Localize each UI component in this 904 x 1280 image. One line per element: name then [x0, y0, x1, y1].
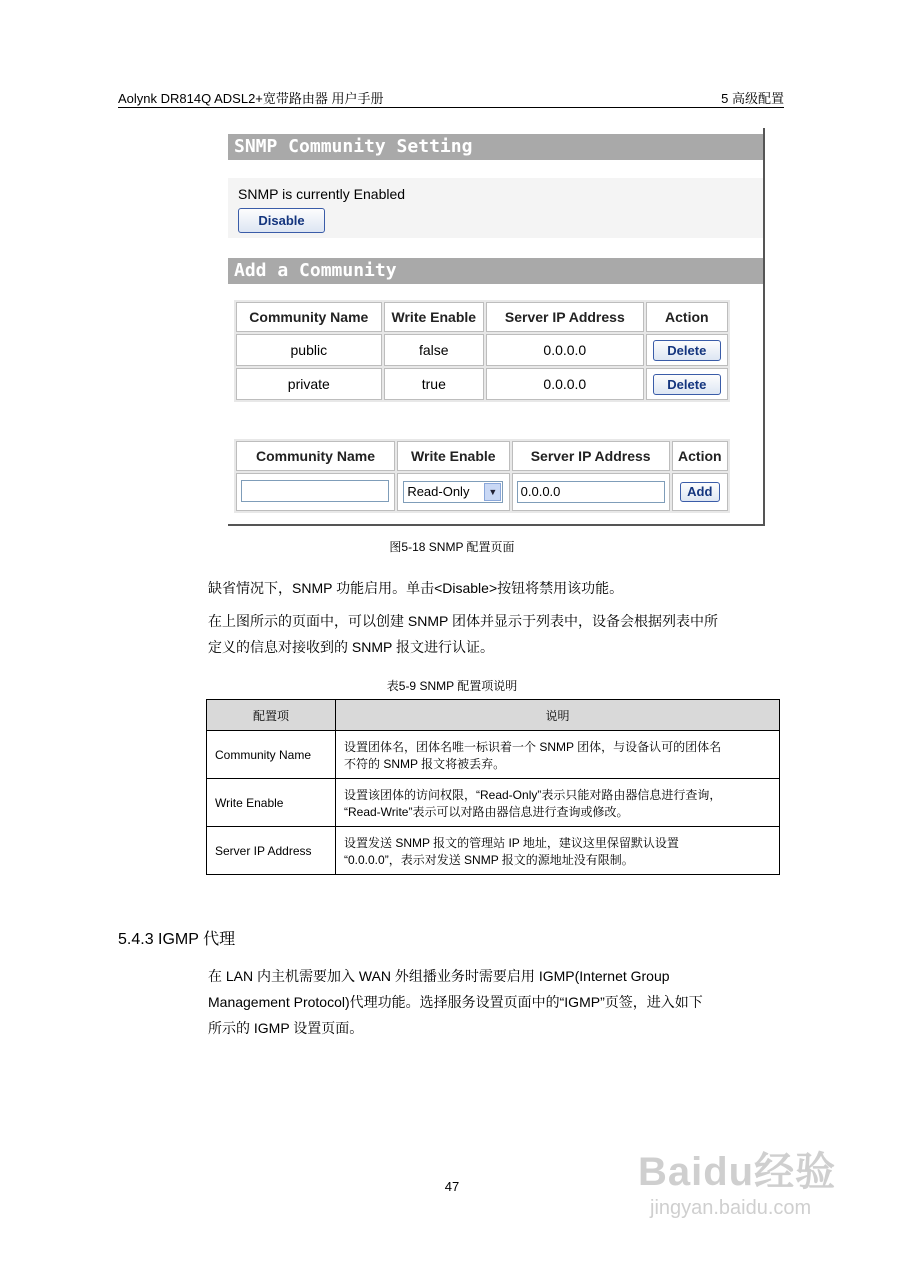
community-table — [234, 300, 730, 402]
chevron-down-icon: ▼ — [484, 483, 501, 501]
add-header-write-enable: Write Enable — [397, 441, 510, 471]
snmp-screenshot — [228, 128, 765, 526]
cell-community-name: private — [236, 368, 382, 400]
desc-line: 不符的 SNMP 报文将被丢弃。 — [344, 756, 506, 771]
desc-line: “0.0.0.0”，表示对发送 SNMP 报文的源地址没有限制。 — [344, 852, 634, 867]
desc-text — [336, 731, 780, 779]
add-header-action: Action — [672, 441, 728, 471]
paragraph-igmp-line1: 在 LAN 内主机需要加入 WAN 外组播业务时需要启用 IGMP(Internet Group — [208, 968, 670, 984]
cell-action — [646, 368, 728, 400]
cell-write-enable: true — [384, 368, 484, 400]
table-row — [207, 779, 780, 827]
disable-button[interactable]: Disable — [238, 208, 325, 233]
table-row — [236, 334, 728, 366]
cell-action — [646, 334, 728, 366]
add-header-server-ip: Server IP Address — [512, 441, 670, 471]
cell-ip-input — [512, 473, 670, 511]
table-caption: 表5-9 SNMP 配置项说明 — [386, 679, 518, 693]
page-number: 47 — [444, 1179, 460, 1194]
desc-line: 设置发送 SNMP 报文的管理站 IP 地址，建议这里保留默认设置 — [344, 835, 679, 850]
desc-item: Write Enable — [207, 779, 336, 827]
desc-line: “Read-Write”表示可以对路由器信息进行查询或修改。 — [344, 804, 629, 819]
server-ip-input[interactable]: 0.0.0.0 — [517, 481, 665, 503]
running-header-right: 5 高级配置 — [721, 91, 784, 106]
cell-write-select — [397, 473, 510, 511]
cell-community-name: public — [236, 334, 382, 366]
desc-line: 设置团体名，团体名唯一标识着一个 SNMP 团体，与设备认可的团体名 — [344, 739, 722, 754]
col-header-action: Action — [646, 302, 728, 332]
desc-line: 设置该团体的访问权限，“Read-Only”表示只能对路由器信息进行查询， — [344, 787, 722, 802]
desc-text — [336, 779, 780, 827]
table-row — [207, 827, 780, 875]
table-row — [236, 368, 728, 400]
add-button[interactable]: Add — [680, 482, 720, 502]
running-header-left: Aolynk DR814Q ADSL2+宽带路由器 用户手册 — [118, 91, 384, 106]
snmp-status-text: SNMP is currently Enabled — [238, 186, 406, 202]
col-header-community-name: Community Name — [236, 302, 382, 332]
community-name-input[interactable] — [241, 480, 389, 502]
section-heading: 5.4.3 IGMP 代理 — [118, 931, 236, 948]
watermark-url: jingyan.baidu.com — [650, 1197, 812, 1219]
cell-server-ip: 0.0.0.0 — [486, 368, 644, 400]
add-header-community-name: Community Name — [236, 441, 395, 471]
desc-header-description: 说明 — [336, 700, 780, 731]
desc-text — [336, 827, 780, 875]
cell-write-enable: false — [384, 334, 484, 366]
write-enable-select[interactable] — [403, 481, 503, 503]
snmp-description-table — [206, 699, 780, 875]
desc-item: Server IP Address — [207, 827, 336, 875]
paragraph-community-line1: 在上图所示的页面中，可以创建 SNMP 团体并显示于列表中，设备会根据列表中所 — [208, 613, 718, 629]
col-header-write-enable: Write Enable — [384, 302, 484, 332]
paragraph-default-enabled: 缺省情况下，SNMP 功能启用。单击<Disable>按钮将禁用该功能。 — [208, 580, 624, 596]
cell-name-input — [236, 473, 395, 511]
cell-server-ip: 0.0.0.0 — [486, 334, 644, 366]
baidu-watermark — [638, 1140, 836, 1220]
paragraph-community-line2: 定义的信息对接收到的 SNMP 报文进行认证。 — [208, 639, 494, 655]
add-community-table — [234, 439, 730, 513]
snmp-community-title-bar: SNMP Community Setting — [228, 134, 763, 160]
delete-button[interactable]: Delete — [653, 374, 721, 395]
paragraph-igmp-line2: Management Protocol)代理功能。选择服务设置页面中的“IGMP”页签，进入如下 — [208, 994, 703, 1010]
cell-add — [672, 473, 728, 511]
delete-button[interactable]: Delete — [653, 340, 721, 361]
figure-caption: 图5-18 SNMP 配置页面 — [389, 540, 515, 554]
paragraph-igmp-line3: 所示的 IGMP 设置页面。 — [208, 1020, 364, 1036]
table-row — [207, 731, 780, 779]
desc-header-item: 配置项 — [207, 700, 336, 731]
desc-item: Community Name — [207, 731, 336, 779]
col-header-server-ip: Server IP Address — [486, 302, 644, 332]
watermark-logo: Baidu经验 — [638, 1150, 837, 1194]
add-community-title-bar: Add a Community — [228, 258, 763, 284]
header-rule — [118, 107, 784, 108]
write-enable-selected: Read-Only — [407, 484, 470, 499]
